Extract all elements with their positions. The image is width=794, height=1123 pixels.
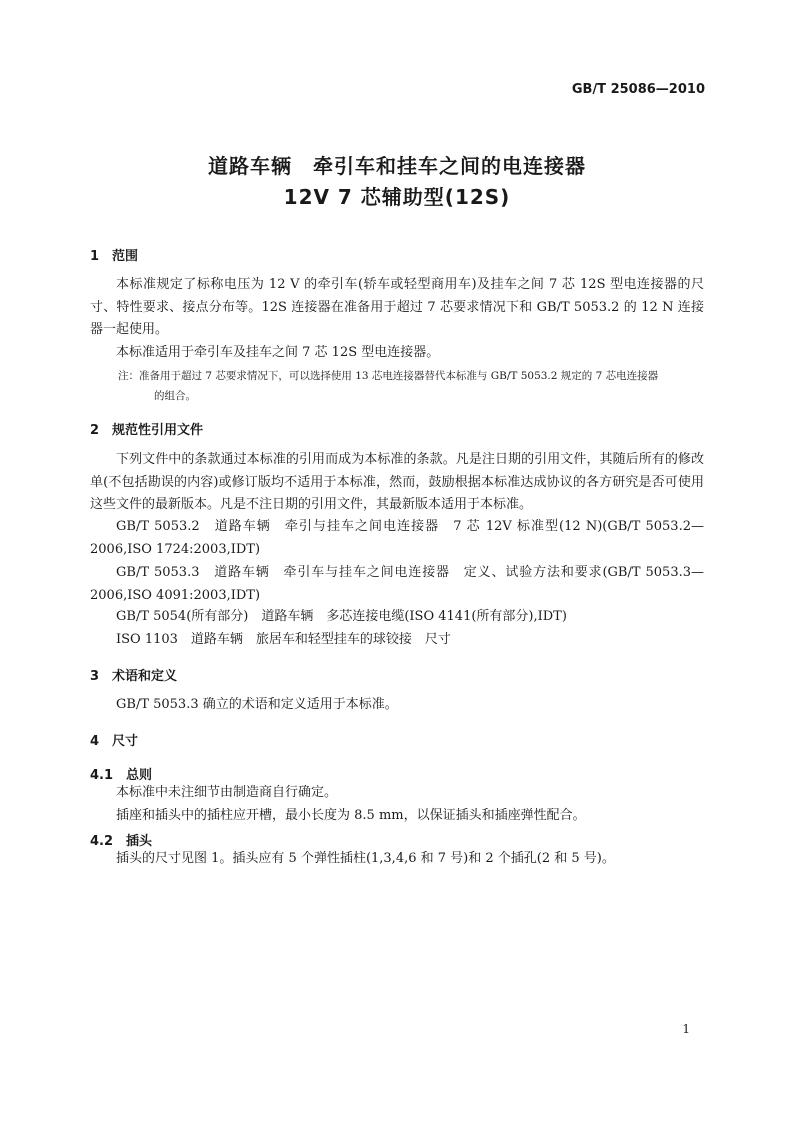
- section-title: 尺寸: [112, 734, 139, 749]
- subsection-4-2-paragraph-1: 插头的尺寸见图 1。插头应有 5 个弹性插柱(1,3,4,6 和 7 号)和 2 个插孔(2 和 5 号)。: [116, 851, 615, 866]
- section-3-heading: [90, 665, 177, 684]
- document-subtitle: 12V 7 芯辅助型(12S): [283, 185, 511, 209]
- document-title: 道路车辆 牵引车和挂车之间的电连接器: [208, 154, 586, 178]
- subsection-4-1-heading: [90, 764, 152, 783]
- subsection-number: 4.2: [90, 834, 114, 849]
- section-1-note: 注：准备用于超过 7 芯要求情况下，可以选择使用 13 芯电连接器替代本标准与 GB/T 5053.2 规定的 7 芯电连接器: [118, 370, 659, 382]
- subsection-4-1-paragraph-2: 插座和插头中的插柱应开槽，最小长度为 8.5 mm，以保证插头和插座弹性配合。: [116, 808, 586, 823]
- subsection-number: 4.1: [90, 768, 114, 783]
- section-4-heading: [90, 730, 138, 749]
- section-title: 规范性引用文件: [112, 423, 204, 438]
- section-title: 范围: [112, 249, 139, 264]
- section-2-paragraph-1: 下列文件中的条款通过本标准的引用而成为本标准的条款。凡是注日期的引用文件，其随后所有的修改单(不包括勘误的内容)或修订版均不适用于本标准，然而，鼓励根据本标准达成协议的各方研究是否可使用这些文件的最新版本。凡是不注日期的引用文件，其最新版本适用于本标准。: [90, 452, 704, 512]
- section-1-paragraph-2: 本标准适用于牵引车及挂车之间 7 芯 12S 型电连接器。: [116, 345, 440, 360]
- subsection-title: 插头: [126, 834, 153, 849]
- section-number: 1: [90, 249, 100, 264]
- section-number: 3: [90, 669, 100, 684]
- section-title: 术语和定义: [112, 669, 178, 684]
- reference-item: GB/T 5053.2 道路车辆 牵引与挂车之间电连接器 7 芯 12V 标准型(12 N)(GB/T 5053.2—2006,ISO 1724:2003,IDT): [90, 519, 704, 557]
- reference-item: GB/T 5054(所有部分) 道路车辆 多芯连接电缆(ISO 4141(所有部分),IDT): [116, 609, 567, 624]
- subsection-4-2-heading: [90, 830, 152, 849]
- section-number: 4: [90, 734, 100, 749]
- section-1-note-continued: 的组合。: [154, 390, 196, 402]
- section-number: 2: [90, 423, 100, 438]
- subsection-4-1-paragraph-1: 本标准中未注细节由制造商自行确定。: [116, 785, 338, 800]
- standard-code: GB/T 25086—2010: [571, 82, 705, 97]
- section-3-paragraph-1: GB/T 5053.3 确立的术语和定义适用于本标准。: [116, 697, 398, 712]
- section-1-paragraph-1: 本标准规定了标称电压为 12 V 的牵引车(轿车或轻型商用车)及挂车之间 7 芯 12S 型电连接器的尺寸、特性要求、接点分布等。12S 连接器在准备用于超过 7 芯要求情况下和 GB/T 5053.2 的 12 N 连接器一起使用。: [90, 277, 704, 337]
- section-2-heading: [90, 419, 203, 438]
- reference-item: ISO 1103 道路车辆 旅居车和轻型挂车的球铰接 尺寸: [116, 632, 451, 647]
- subsection-title: 总则: [126, 768, 153, 783]
- page-number: 1: [682, 1022, 690, 1036]
- section-1-heading: [90, 245, 138, 264]
- reference-item: GB/T 5053.3 道路车辆 牵引车与挂车之间电连接器 定义、试验方法和要求(GB/T 5053.3—2006,ISO 4091:2003,IDT): [90, 565, 704, 603]
